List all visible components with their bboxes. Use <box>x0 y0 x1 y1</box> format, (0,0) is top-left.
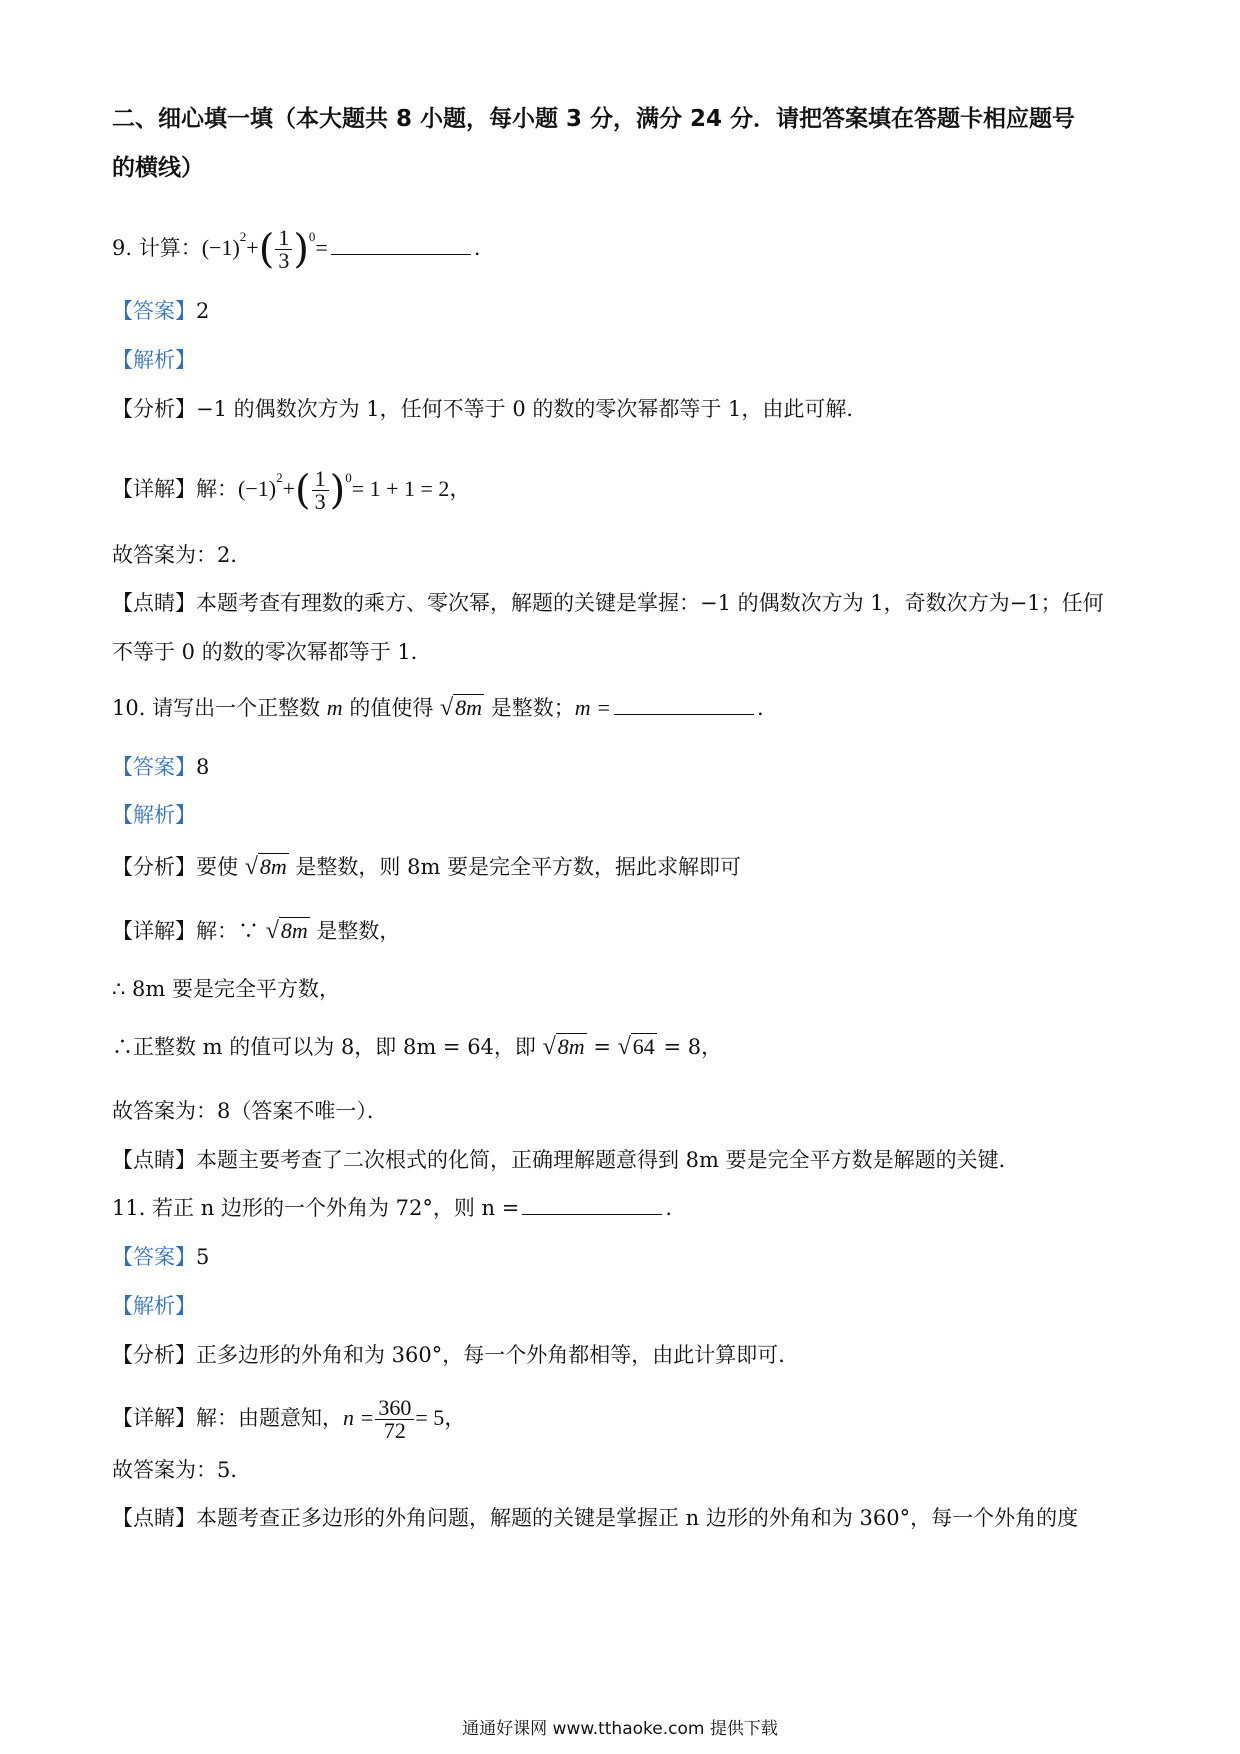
q9-answer-value: 2 <box>196 299 210 323</box>
q11-fraction: $\frac{360}{72}$ <box>375 1397 414 1442</box>
q11-conclusion: 故答案为：5． <box>112 1458 252 1482</box>
q10-conclusion: 故答案为：8（答案不唯一）． <box>112 1099 388 1123</box>
question-9-prefix: 9. 计算： <box>112 236 202 260</box>
q9-base: (−1) <box>201 235 240 260</box>
q10-step2: ∴正整数 m 的值可以为 8，即 8m = 64，即 √8m = √64 = 8， <box>112 1034 723 1060</box>
q10-fenxi: 【分析】要使 √8m 是整数，则 8m 要是完全平方数，据此求解即可 <box>112 854 742 880</box>
question-9 <box>112 222 481 272</box>
sqrt-8m: √8m <box>440 695 483 721</box>
page-footer: 通通好课网 www.tthaoke.com 提供下载 <box>462 1719 778 1739</box>
q10-step1: ∴ 8m 要是完全平方数， <box>112 977 340 1001</box>
q9-rparen: ) <box>293 226 309 273</box>
q9-frac-exp: 0 <box>308 229 316 244</box>
q9-dianjing-1: 【点睛】本题考查有理数的乘方、零次幂，解题的关键是掌握：−1 的偶数次方为 1，奇数次方为−1；任何 <box>112 591 1104 615</box>
q9-plus: + <box>246 235 259 260</box>
q11-dianjing: 【点睛】本题考查正多边形的外角问题，解题的关键是掌握正 n 边形的外角和为 360°，每一个外角的度 <box>112 1506 1079 1530</box>
question-11: 11. 若正 n 边形的一个外角为 72°，则 n = . <box>112 1196 673 1220</box>
q10-dianjing: 【点睛】本题主要考查了二次根式的化简，正确理解题意得到 8m 要是完全平方数是解题的关键． <box>112 1148 1020 1172</box>
q11-xiangjie: 【详解】解：由题意知，n = $\frac{360}{72}$ = 5， <box>112 1395 467 1443</box>
q9-end: . <box>473 236 481 260</box>
answer-blank <box>522 1194 662 1215</box>
q9-xiangjie: 【详解】解：$(-1)^2+$( $\frac{1}{3}$ )$^0$= 1 + 1 = 2， <box>112 466 472 514</box>
q9-answer <box>112 296 209 326</box>
q9-conclusion: 故答案为：2． <box>112 543 252 567</box>
q9-fenxi: 【分析】−1 的偶数次方为 1，任何不等于 0 的数的零次幂都等于 1，由此可解． <box>112 397 868 421</box>
q11-analysis-label: 【解析】 <box>112 1294 196 1318</box>
q9-fraction: $\frac{1}{3}$ <box>275 227 292 272</box>
q11-fenxi: 【分析】正多边形的外角和为 360°，每一个外角都相等，由此计算即可． <box>112 1343 800 1367</box>
question-10: 10. 请写出一个正整数 m 的值使得 √8m 是整数；m = . <box>112 695 764 721</box>
q9-xiangjie-fraction: $\frac{1}{3}$ <box>312 468 329 513</box>
q9-dianjing-2: 不等于 0 的数的零次幂都等于 1． <box>112 640 432 664</box>
q11-answer: 【答案】5 <box>112 1245 210 1269</box>
q9-analysis-label: 【解析】 <box>112 348 196 372</box>
q10-xiangjie: 【详解】解：∵ √8m 是整数， <box>112 918 401 944</box>
q9-exp: 2 <box>239 229 247 244</box>
q10-analysis-label: 【解析】 <box>112 803 196 827</box>
q9-eq: = <box>315 235 328 260</box>
answer-label: 【答案】 <box>112 299 196 323</box>
section-title-line2: 的横线） <box>112 155 204 181</box>
section-title-line1: 二、细心填一填（本大题共 8 小题，每小题 3 分，满分 24 分．请把答案填在答题卡相应题号 <box>112 106 1076 132</box>
q10-answer: 【答案】8 <box>112 755 210 779</box>
answer-blank <box>331 234 471 255</box>
answer-blank <box>614 694 754 715</box>
q9-lparen: ( <box>258 226 275 273</box>
